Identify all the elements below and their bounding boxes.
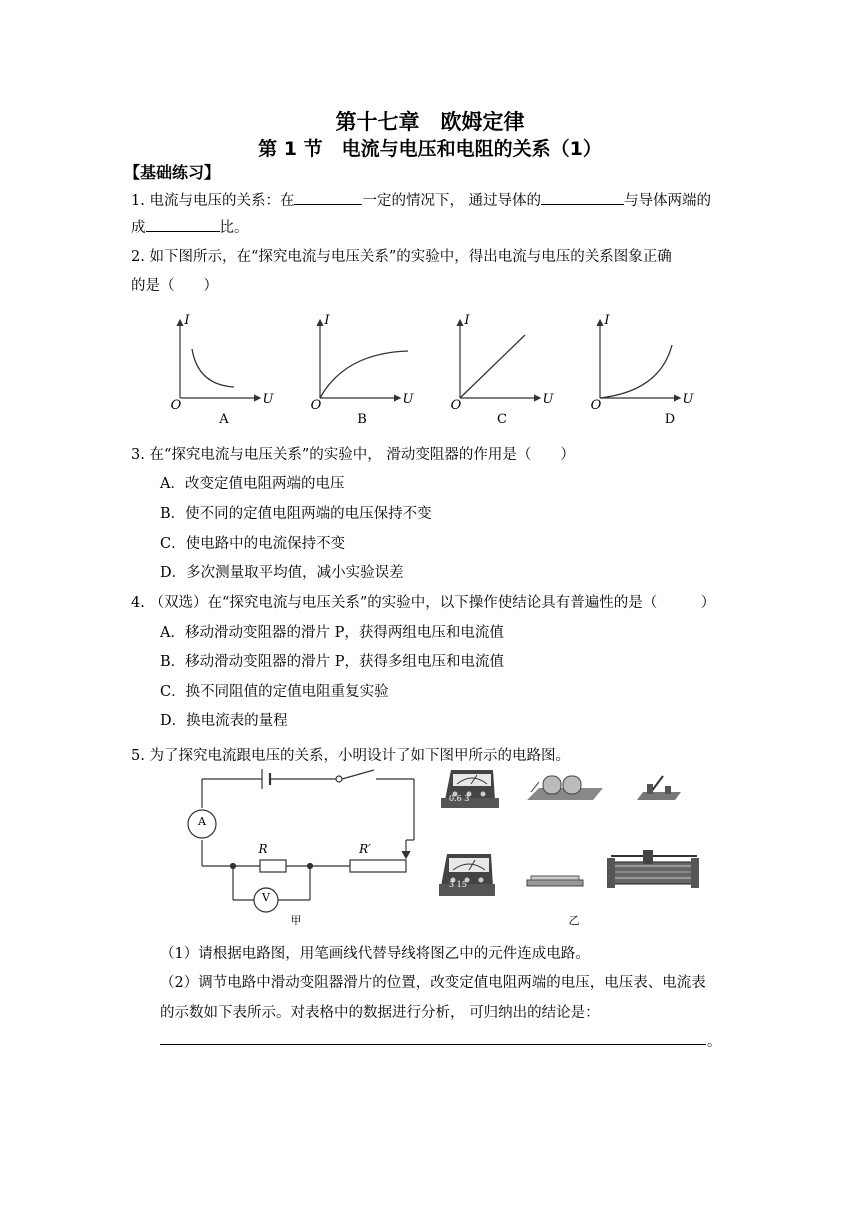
resistor-device-icon: [527, 876, 583, 886]
graph-d-origin: O: [590, 398, 602, 413]
battery-holder-icon: [527, 776, 603, 800]
graph-a-label: A: [219, 412, 229, 427]
q3-option-b[interactable]: B．使不同的定值电阻两端的电压保持不变: [160, 506, 432, 522]
q1-text-4: 成: [131, 220, 146, 236]
section-title: 第 1 节 电流与电压和电阻的关系（1）: [258, 138, 602, 160]
q1-blank-2[interactable]: [541, 190, 624, 205]
graph-b-origin: O: [310, 398, 322, 413]
graph-a: [180, 320, 260, 398]
question-4-stem: 4. （双选）在“探究电流与电压关系”的实验中，以下操作使结论具有普遍性的是（ ）: [131, 595, 716, 611]
q5-sub-2-line-1: （2）调节电路中滑动变阻器滑片的位置，改变定值电阻两端的电压，电压表、电流表: [160, 975, 706, 991]
q4-option-c[interactable]: C．换不同阻值的定值电阻重复实验: [160, 684, 389, 700]
q1-blank-1[interactable]: [294, 190, 362, 205]
resistor-label: R: [258, 842, 268, 856]
graph-c-x-axis: U: [542, 392, 554, 407]
rheostat-label: R′: [359, 842, 371, 856]
q4-option-d[interactable]: D．换电流表的量程: [160, 713, 288, 729]
components-caption: 乙: [568, 914, 580, 927]
ammeter-symbol: A: [198, 815, 206, 828]
voltmeter-device-icon: [439, 854, 495, 896]
graph-c: [460, 320, 540, 398]
q1-blank-3[interactable]: [146, 217, 220, 232]
rheostat-device-icon: [607, 850, 699, 888]
graph-b-label: B: [357, 412, 367, 427]
q1-text-1: 1. 电流与电压的关系：在: [131, 193, 295, 209]
q5-end-mark: 。: [707, 1034, 722, 1050]
voltmeter-symbol: V: [262, 891, 270, 904]
graph-d-y-axis: I: [604, 313, 610, 328]
q3-option-c[interactable]: C．使电路中的电流保持不变: [160, 536, 346, 552]
components-illustration: [435, 762, 715, 912]
switch-icon: [637, 776, 681, 800]
question-1-line-1: [131, 189, 711, 210]
ammeter-scale-text: 0.6 3: [449, 794, 470, 803]
q3-option-a[interactable]: A．改变定值电阻两端的电压: [160, 476, 345, 492]
graph-d-x-axis: U: [682, 392, 694, 407]
question-2-line-1: 2. 如下图所示，在“探究电流与电压关系”的实验中，得出电流与电压的关系图象正确: [131, 249, 672, 265]
circuit-caption: 甲: [290, 914, 302, 927]
question-2-line-2: 的是（ ）: [131, 278, 218, 294]
graph-c-origin: O: [450, 398, 462, 413]
q5-sub-2-line-2: 的示数如下表所示。对表格中的数据进行分析， 可归纳出的结论是：: [160, 1005, 600, 1021]
graph-b: [320, 320, 408, 398]
question-1-line-2: [131, 216, 249, 237]
q5-sub-1: （1）请根据电路图，用笔画线代替导线将图乙中的元件连成电路。: [160, 946, 590, 962]
graph-d: [600, 320, 680, 398]
q3-option-d[interactable]: D．多次测量取平均值，减小实验误差: [160, 565, 404, 581]
q4-option-a[interactable]: A．移动滑动变阻器的滑片 P，获得两组电压和电流值: [160, 625, 504, 641]
chapter-title: 第十七章 欧姆定律: [335, 110, 525, 134]
question-5-stem: 5. 为了探究电流跟电压的关系，小明设计了如下图甲所示的电路图。: [131, 748, 570, 764]
q5-answer-line[interactable]: [160, 1044, 706, 1045]
graph-d-label: D: [664, 412, 676, 427]
q1-text-2: 一定的情况下， 通过导体的: [362, 193, 542, 209]
q2-graphs: [160, 305, 700, 430]
voltmeter-scale-text: 3 15: [449, 880, 467, 889]
graph-c-y-axis: I: [464, 313, 470, 328]
graph-c-label: C: [497, 412, 507, 427]
question-3-stem: 3. 在“探究电流与电压关系”的实验中， 滑动变阻器的作用是（ ）: [131, 447, 575, 463]
q1-text-3: 与导体两端的: [624, 193, 712, 209]
graph-a-origin: O: [170, 398, 182, 413]
graph-b-x-axis: U: [402, 392, 414, 407]
circuit-diagram: [180, 762, 430, 922]
q4-option-b[interactable]: B．移动滑动变阻器的滑片 P，获得多组电压和电流值: [160, 654, 505, 670]
graph-a-y-axis: I: [184, 313, 190, 328]
practice-heading: 【基础练习】: [124, 163, 221, 182]
q1-text-5: 比。: [219, 220, 249, 236]
graph-b-y-axis: I: [324, 313, 330, 328]
graph-a-x-axis: U: [262, 392, 274, 407]
